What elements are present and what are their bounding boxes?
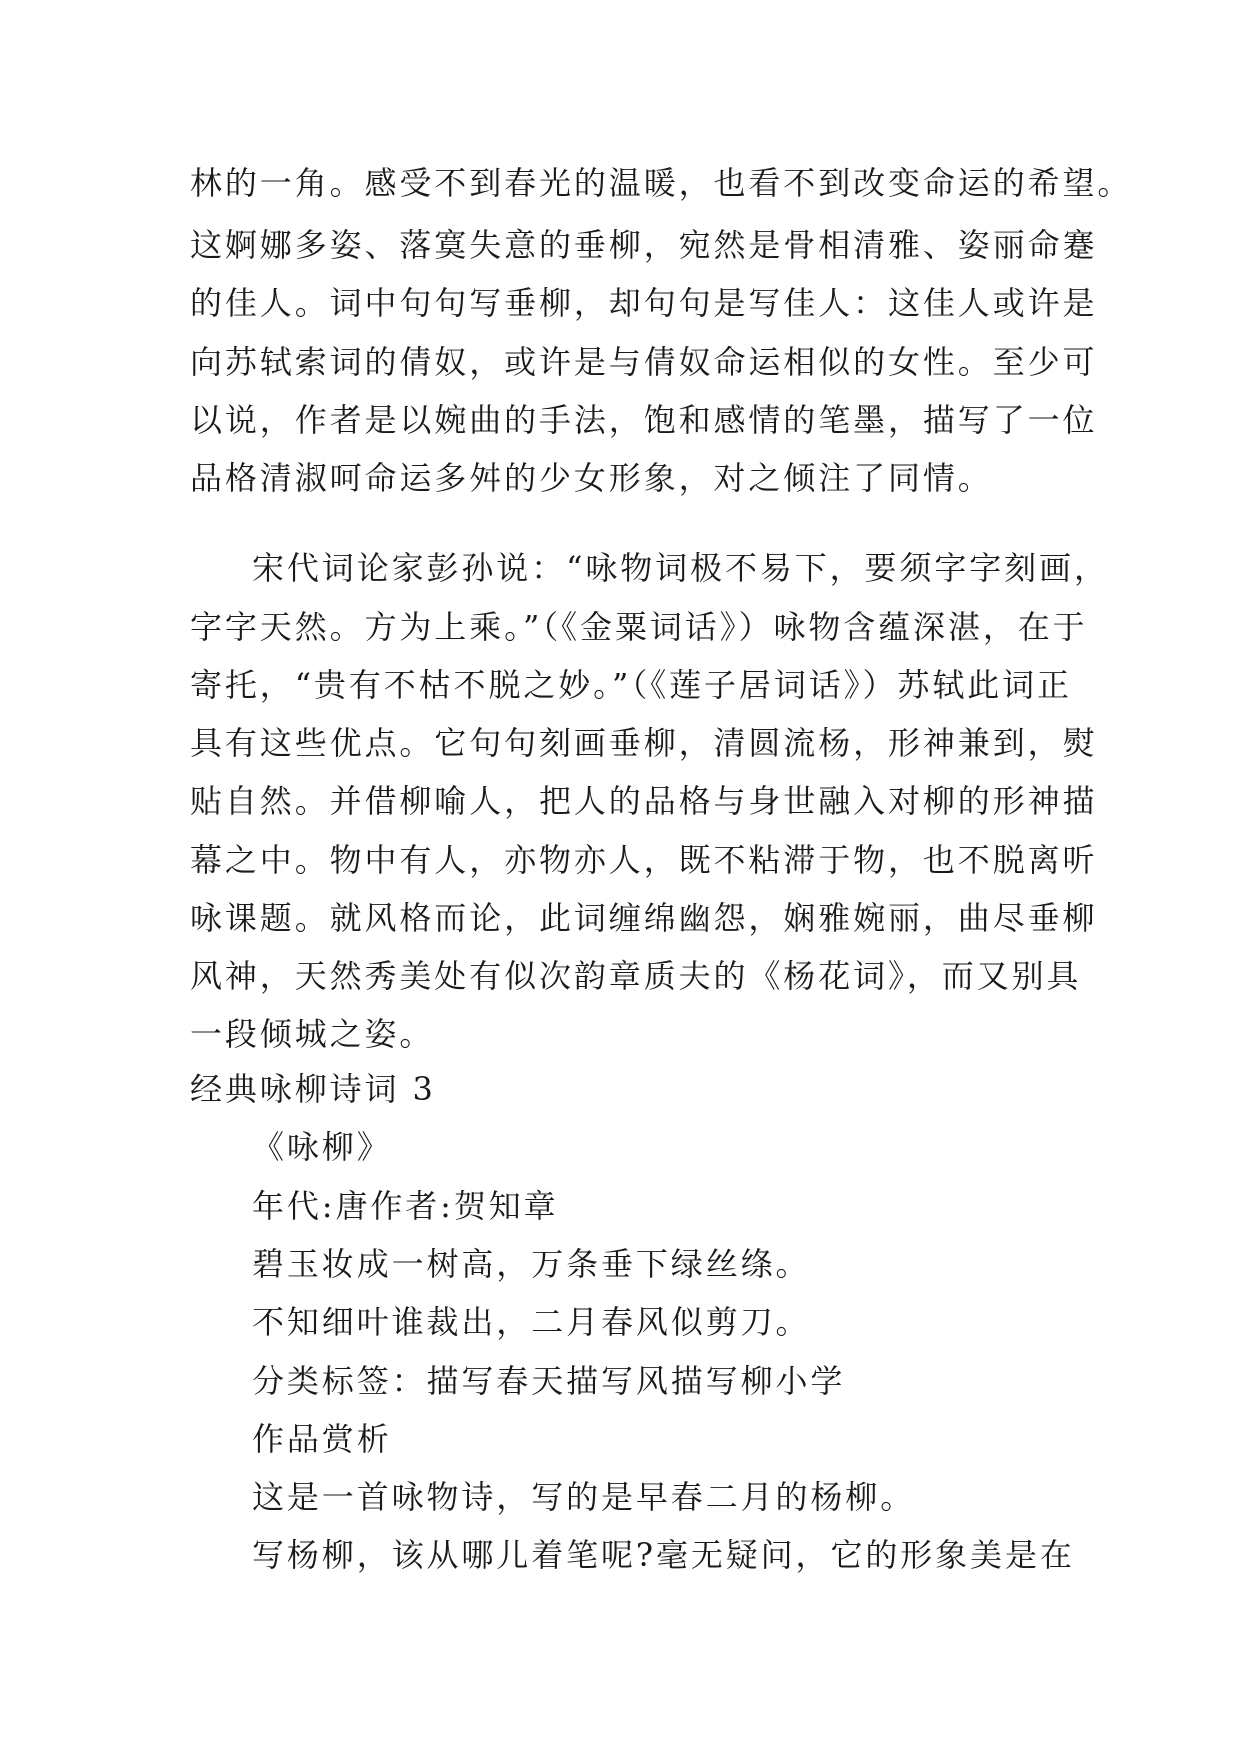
paragraph-line: 贴自然。并借柳喻人，把人的品格与身世融入对柳的形神描	[190, 782, 1098, 820]
paragraph-line: 宋代词论家彭孙说：“咏物词极不易下，要须字字刻画，	[252, 549, 1109, 587]
subheading: 作品赏析	[252, 1420, 392, 1458]
poem-line: 不知细叶谁裁出，二月春风似剪刀。	[252, 1303, 811, 1341]
section-heading: 经典咏柳诗词 3	[190, 1070, 436, 1108]
paragraph-line: 向苏轼索词的倩奴，或许是与倩奴命运相似的女性。至少可	[190, 343, 1098, 381]
paragraph-line: 一段倾城之姿。	[190, 1015, 435, 1053]
paragraph-line: 林的一角。感受不到春光的温暖，也看不到改变命运的希望。	[190, 164, 1133, 202]
poem-meta: 年代:唐作者:贺知章	[252, 1187, 559, 1225]
paragraph-line: 具有这些优点。它句句刻画垂柳，清圆流杨，形神兼到，熨	[190, 724, 1098, 762]
paragraph-line: 这是一首咏物诗，写的是早春二月的杨柳。	[252, 1478, 916, 1516]
paragraph-line: 咏课题。就风格而论，此词缠绵幽怨，娴雅婉丽，曲尽垂柳	[190, 899, 1098, 937]
poem-line: 碧玉妆成一树高，万条垂下绿丝绦。	[252, 1245, 811, 1283]
paragraph-line: 字字天然。方为上乘。”（《金粟词话》）咏物含蕴深湛，在于	[190, 608, 1088, 646]
poem-title: 《咏柳》	[252, 1128, 392, 1166]
paragraph-line: 品格清淑呵命运多舛的少女形象，对之倾注了同情。	[190, 459, 993, 497]
paragraph-line: 寄托，“贵有不枯不脱之妙。”（《莲子居词话》）苏轼此词正	[190, 666, 1072, 704]
paragraph-line: 的佳人。词中句句写垂柳，却句句是写佳人：这佳人或许是	[190, 284, 1098, 322]
paragraph-line: 以说，作者是以婉曲的手法，饱和感情的笔墨，描写了一位	[190, 401, 1098, 439]
paragraph-line: 写杨柳，该从哪儿着笔呢?毫无疑问，它的形象美是在	[252, 1536, 1075, 1574]
paragraph-line: 幕之中。物中有人，亦物亦人，既不粘滞于物，也不脱离听	[190, 841, 1098, 879]
paragraph-line: 这婀娜多姿、落寞失意的垂柳，宛然是骨相清雅、姿丽命蹇	[190, 226, 1098, 264]
poem-tags: 分类标签：描写春天描写风描写柳小学	[252, 1362, 846, 1400]
paragraph-line: 风神，天然秀美处有似次韵章质夫的《杨花词》，而又别具	[190, 957, 1082, 995]
